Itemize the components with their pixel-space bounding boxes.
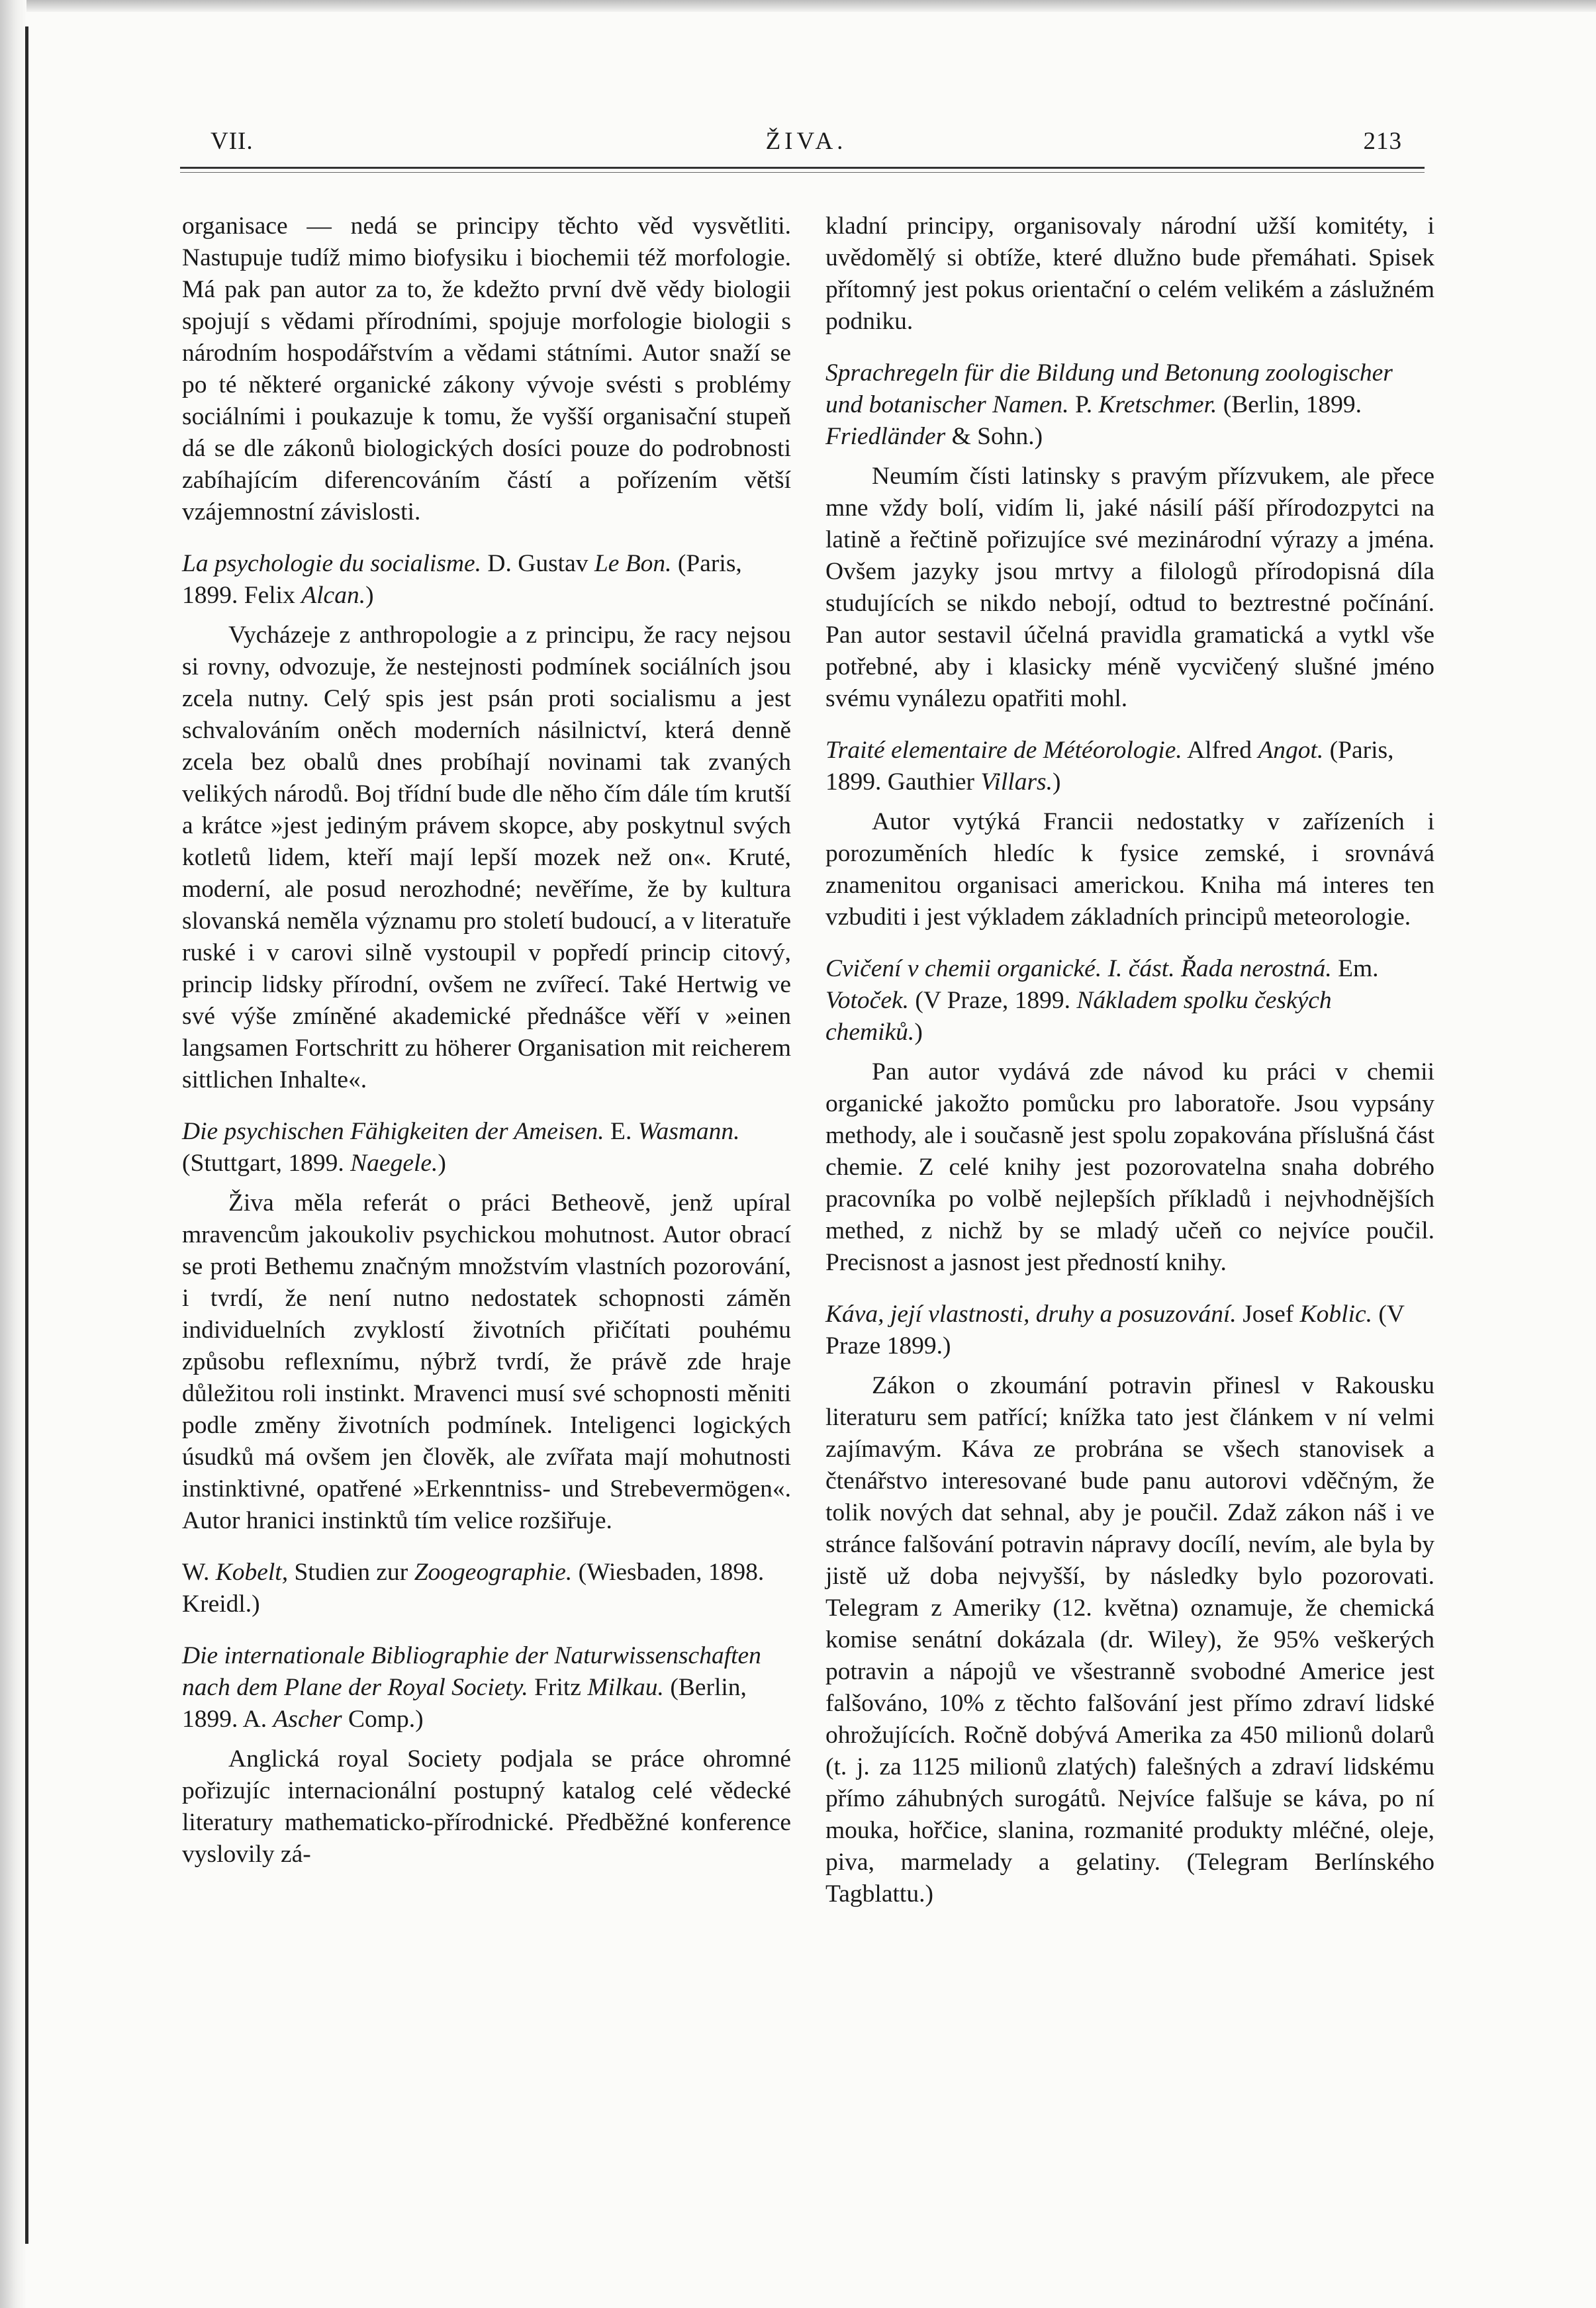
page-left-edge: [0, 0, 26, 2308]
citation-text: (Berlin, 1899. A.: [182, 1674, 747, 1733]
continued-text: organisace — nedá se principy těchto věd vysvětliti. Nastupuje tudíž mimo biofysiku i biochemii též morfologie. Má pak pan autor za to, že kdežto první dvě vědy biologii spojují s vědami přírodními, spojuje morfologie biologii s národním hospodářstvím a vědami státními. Autor snaží se po té některé organické zákony vývoje svésti s problémy sociálními i poukazuje k tomu, že vyšší organisační stupeň dá se dle zákonů biologických dosíci pouze do podrobnosti zabíhajícím diferencováním částí a pořízením větší vzájemnostní závislosti.: [182, 212, 791, 526]
citation-text: ): [365, 582, 374, 609]
citation-text: (Paris, 1899. Gauthier: [825, 737, 1394, 796]
citation-text: Em.: [1331, 955, 1379, 982]
review-paragraph: Anglická royal Society podjala se práce ohromné pořizujíc internacionální postupný katalog celé vědecké literatury mathematicko-přírodnické. Předběžné konference vyslovily zá-: [182, 1745, 791, 1868]
book-author: Wasmann.: [637, 1118, 740, 1145]
book-citation: [825, 735, 1434, 798]
citation-text: (V Praze, 1899.: [908, 987, 1077, 1014]
citation-text: ): [1053, 768, 1061, 796]
review-paragraph: Zákon o zkoumání potravin přinesl v Rakousku literaturu sem patřící; knížka tato jest článkem v ní velmi zajímavým. Káva ze probrána se všech stanovisek a čtenářstvo interesované bude panu autorovi vděčným, že tolik nových dat sehnal, aby je poučil. Zdaž zákon náš i ve stránce falšování potravin nápravy docílí, nevím, ale byla by jistě už doba nejvyšší, by následky bylo pozorovati. Telegram z Ameriky (12. května) oznamuje, že chemická komise senátní dokázala (dr. Wiley), že 95% veškerých potravin a nápojů ve všestranně svobodné Americe jest falšováno, 10% z těchto falšování jest přímo zdraví lidské ohrožujících. Ročně dobývá Amerika za 450 milionů dolarů (t. j. za 1125 milionů zlatých) falešných a zdraví lidskému přímo záhubných surogátů. Nejvíce falšuje se káva, po ní mouka, hořčice, slanina, rozmanité produkty mléčné, oleje, piva, marmelady a gelatiny. (Telegram Berlínského Tagblattu.): [825, 1372, 1434, 1908]
header-rule-thin: [180, 172, 1425, 173]
book-title: Traité elementaire de Météorologie.: [825, 737, 1182, 764]
book-publisher: Nákladem spolku českých chemiků.: [825, 987, 1332, 1046]
left-column: [182, 210, 791, 1870]
review-paragraph: Vycházeje z anthropologie a z principu, že racy nejsou si rovny, odvozuje, že nestejnosti podmínek sociálních jsou zcela nutny. Celý spis jest psán proti socialismu a jest schvalováním oněch moderních násilnictví, která denně zcela bez obalů dnes probíhají novinami tak zvaných velikých národů. Boj třídní bude dle něho čím dále tím krutší a krátce »jest jediným právem skopce, aby poskytnul svých kotletů lidem, kteří mají lepší mozek než on«. Kruté, moderní, ale posud nerozhodné; nevěříme, že by kultura slovanská neměla významu pro století budoucí, a v literatuře ruské i v carovi silně vystoupil v popředí princip citový, princip lidsky přírodní, ovšem ne zvířecí. Také Hertwig ve své výše zmíněné akademické přednášce věří v »einen langsamen Fortschritt zu höherer Organisation mit reicherem sittlichen Inhalte«.: [182, 622, 791, 1093]
book-citation: [182, 1640, 791, 1735]
book-author: Votoček.: [825, 987, 909, 1014]
review-paragraph: Autor vytýká Francii nedostatky v zařízeních i porozuměních hledíc k fysice zemské, i srovnává znamenitou organisaci americkou. Kniha má interes ten vzbuditi i jest výkladem základních principů meteorologie.: [825, 808, 1434, 931]
book-publisher: Alcan.: [301, 582, 366, 609]
citation-text: (Wiesbaden, 1898. Kreidl.): [182, 1559, 765, 1618]
citation-text: Fritz: [528, 1674, 588, 1701]
volume-number: VII.: [211, 128, 254, 155]
book-author: Kobelt,: [215, 1559, 289, 1586]
journal-title: ŽIVA.: [765, 128, 847, 155]
binding-line: [25, 26, 28, 2244]
page-top-edge: [0, 0, 1596, 12]
book-citation: [182, 1557, 791, 1620]
citation-text: W.: [182, 1559, 216, 1586]
book-title: La psychologie du socialisme.: [182, 550, 482, 577]
book-publisher: Naegele.: [350, 1150, 438, 1177]
review-paragraph: Pan autor vydává zde návod ku práci v chemii organické jakožto pomůcku pro laboratoře. Jsou vypsány methody, ale i současně jest spolu zopakována příslušná část chemie. Z celé knihy jest pozorovatelna snaha dobrého pracovníka po volbě nejlepších příkladů i nejvhodnějších methed, z nichž by se mladý učeň co nejvíce poučil. Precisnost a jasnost jest předností knihy.: [825, 1058, 1434, 1276]
book-author: Angot.: [1258, 737, 1324, 764]
continued-text: kladní principy, organisovaly národní užší komitéty, i uvědomělý si obtíže, které dlužno bude přemáhati. Spisek přítomný jest pokus orientační o celém velikém a záslužném podniku.: [825, 212, 1434, 335]
right-column: [825, 210, 1434, 1910]
citation-text: D. Gustav: [481, 550, 594, 577]
book-title: Die psychischen Fähigkeiten der Ameisen.: [182, 1118, 604, 1145]
book-title: Cvičení v chemii organické. I. část. Řada nerostná.: [825, 955, 1332, 982]
citation-text: P.: [1068, 391, 1099, 418]
citation-text: ): [438, 1150, 446, 1177]
book-title: Sprachregeln für die Bildung und Betonung zoologischer und botanischer Namen.: [825, 359, 1393, 418]
citation-text: Studien zur: [288, 1559, 414, 1586]
book-citation: [825, 1299, 1434, 1362]
book-author: Kretschmer.: [1098, 391, 1217, 418]
book-author: Milkau.: [587, 1674, 664, 1701]
book-title: Káva, její vlastnosti, druhy a posuzování.: [825, 1301, 1237, 1328]
citation-text: Alfred: [1182, 737, 1258, 764]
review-paragraph: Neumím čísti latinsky s pravým přízvukem, ale přece mne vždy bolí, vidím li, jaké násilí páší přírodozpytci na latině a řečtině pořizujíce své mezinárodní výrazy a jména. Ovšem jazyky jsou mrtvy a filologů přírodopisná díla studujících se nikdo nebojí, odtud to beztrestné počínání. Pan autor sestavil účelná pravidla gramatická a vytkl vše potřebné, aby i klasicky méně vycvičený slušné jméno svému vynálezu opatřiti mohl.: [825, 463, 1434, 712]
citation-text: (Paris, 1899. Felix: [182, 550, 742, 609]
header-rule: [180, 167, 1425, 169]
citation-text: (Stuttgart, 1899.: [182, 1150, 351, 1177]
citation-text: Comp.): [342, 1706, 424, 1733]
book-title: Die internationale Bibliographie der Naturwissenschaften nach dem Plane der Royal Society.: [182, 1642, 761, 1701]
book-citation: [182, 548, 791, 612]
book-publisher: Friedländer: [825, 423, 946, 450]
book-citation: [825, 357, 1434, 453]
citation-text: (V Praze 1899.): [825, 1301, 1405, 1360]
book-author: Le Bon.: [594, 550, 672, 577]
running-header: [211, 119, 1402, 159]
book-citation: [182, 1116, 791, 1179]
citation-text: ): [914, 1019, 923, 1046]
citation-text: Josef: [1236, 1301, 1300, 1328]
book-publisher: Ascher: [273, 1706, 342, 1733]
citation-text: (Berlin, 1899.: [1217, 391, 1362, 418]
citation-text: E.: [604, 1118, 638, 1145]
book-citation: [825, 953, 1434, 1048]
citation-text: & Sohn.): [945, 423, 1043, 450]
page-number: 213: [1363, 128, 1402, 155]
review-paragraph: Živa měla referát o práci Betheově, jenž upíral mravencům jakoukoliv psychickou mohutnost. Autor obrací se proti Bethemu značným množstvím vlastních pozorování, i tvrdí, že není nutno nedostatek schopnosti záměn individuelních zvyklostí životních přičítati pouhému způsobu reflexnímu, nýbrž tvrdí, že právě zde hraje důležitou roli instinkt. Mravenci musí své schopnosti měniti podle změny životních podmínek. Inteligenci logických úsudků má ovšem jen člověk, ale zvířata mají mohutnosti instinktivné, opatřené »Erkenntniss- und Strebevermögen«. Autor hranici instinktů tím velice rozšiřuje.: [182, 1189, 791, 1534]
book-author: Koblic.: [1299, 1301, 1373, 1328]
book-publisher: Villars.: [980, 768, 1053, 796]
book-publisher: Zoogeographie.: [414, 1559, 573, 1586]
